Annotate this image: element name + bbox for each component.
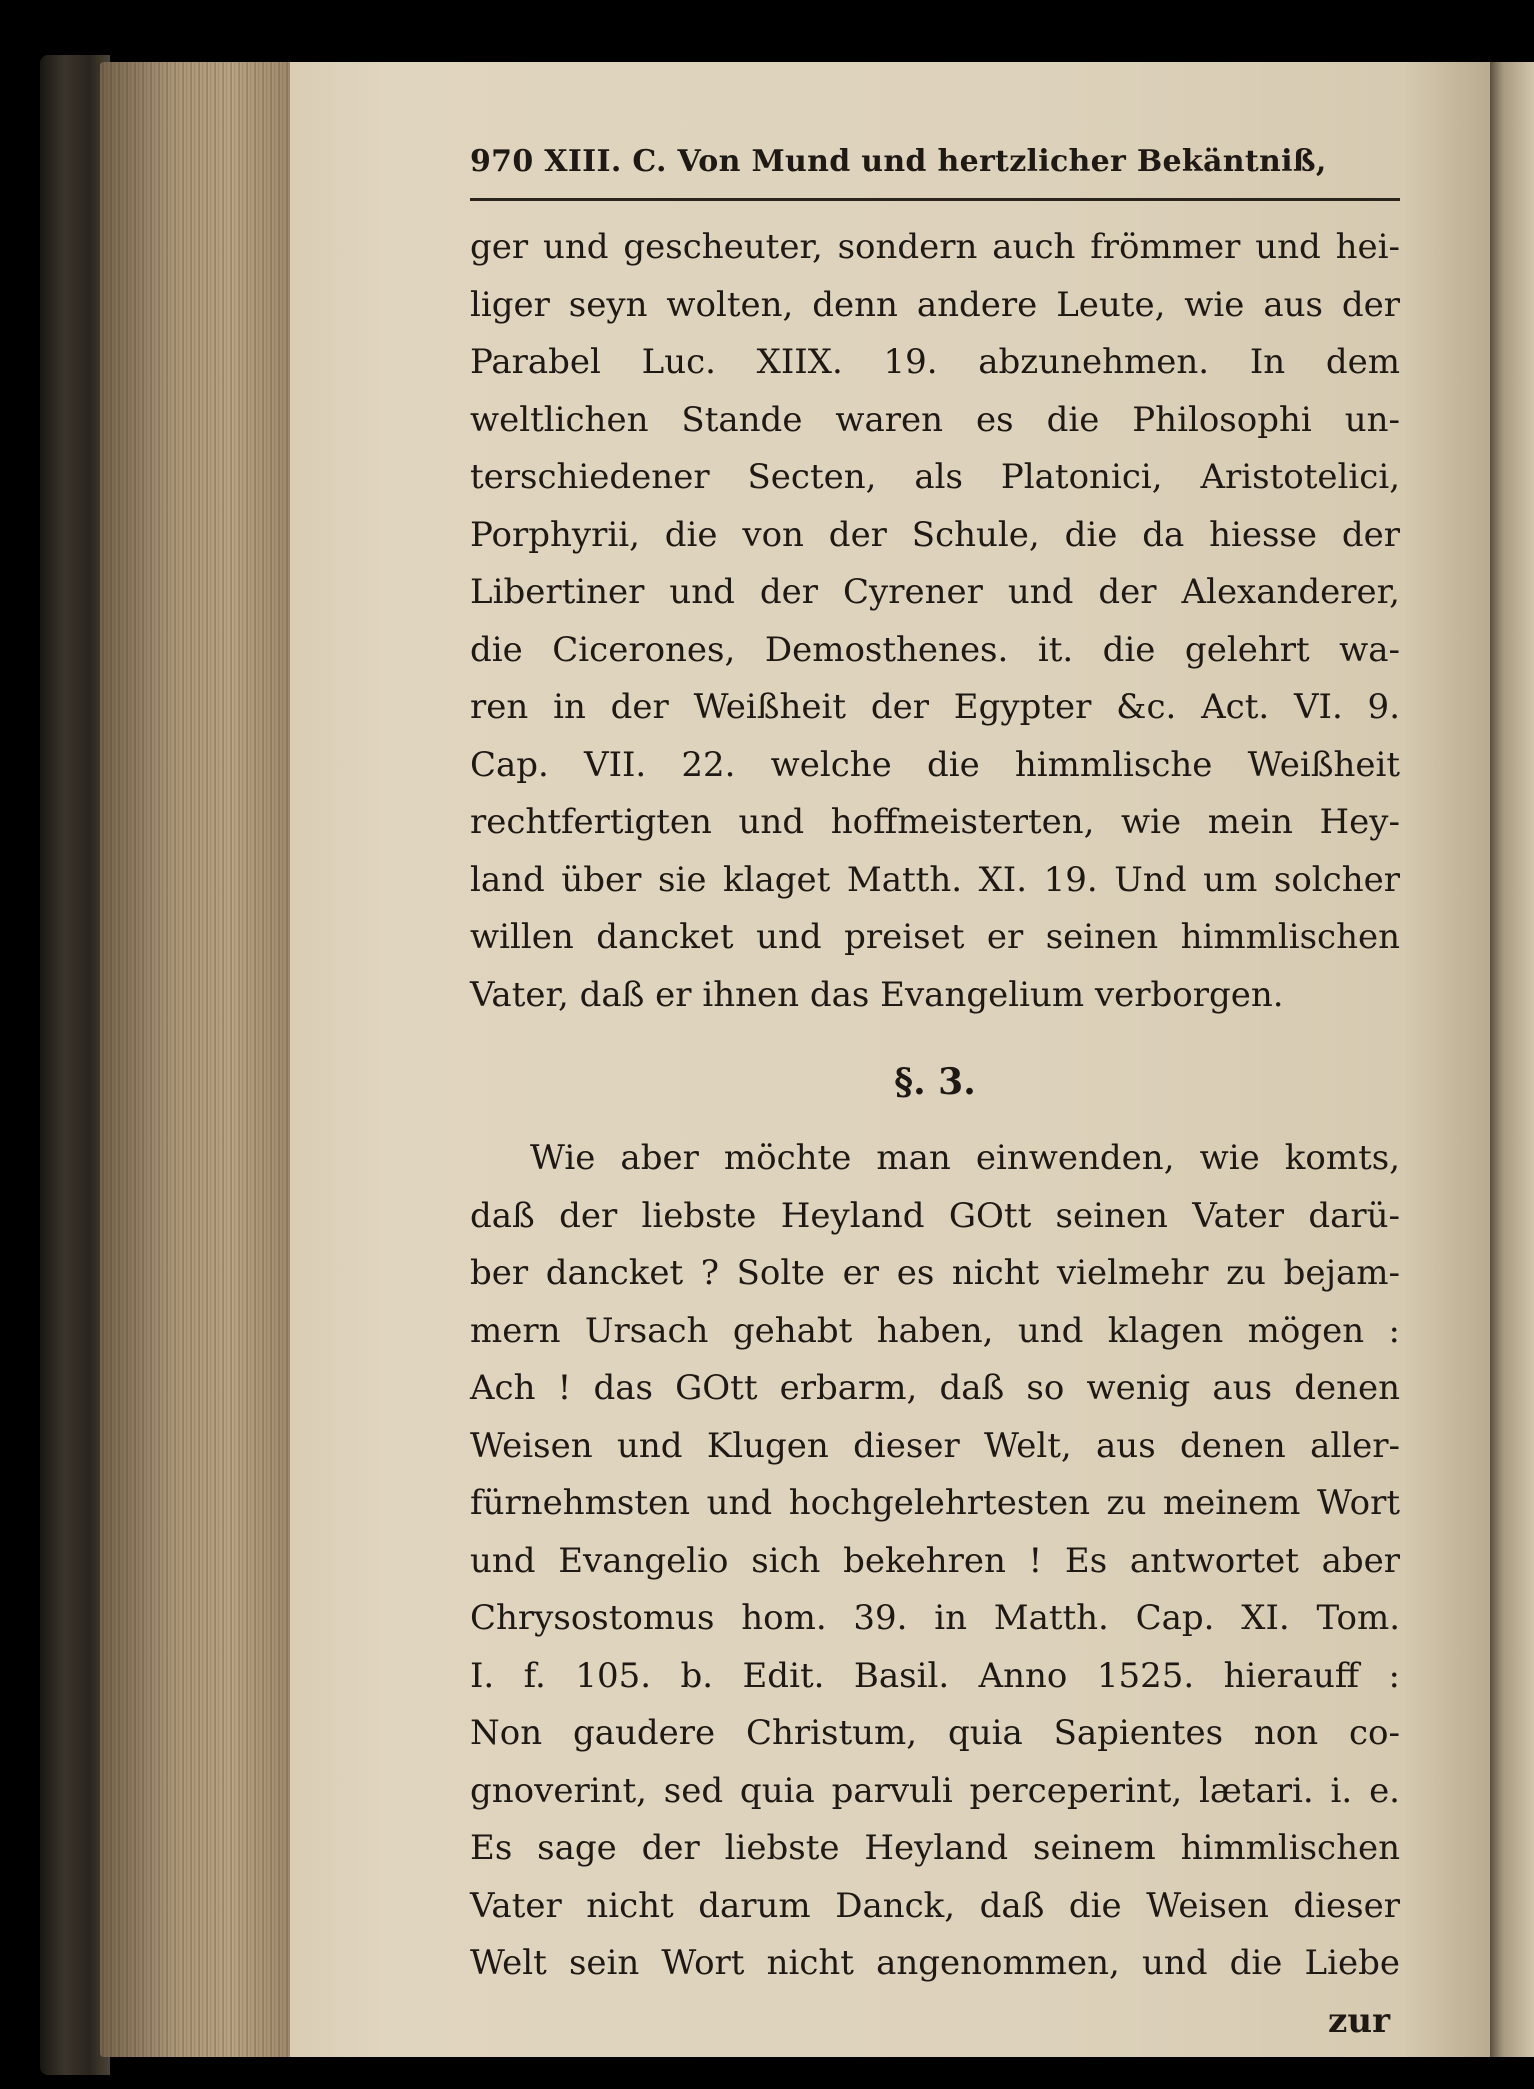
page-edges-shadow	[100, 62, 290, 2057]
text-line: ger und gescheuter, sondern auch frömmer und hei-	[470, 227, 1400, 267]
text-line: Es sage der liebste Heyland seinem himmlischen	[470, 1828, 1400, 1868]
text-line: rechtfertigten und hoffmeisterten, wie mein Hey-	[470, 802, 1400, 842]
text-line: Chrysostomus hom. 39. in Matth. Cap. XI. Tom.	[470, 1598, 1400, 1638]
catchword: zur	[1328, 2000, 1390, 2041]
paragraph-2	[470, 1130, 1400, 1993]
text-line: Vater nicht darum Danck, daß die Weisen dieser	[470, 1885, 1400, 1926]
text-line: terschiedener Secten, als Platonici, Aristotelici,	[470, 457, 1400, 497]
text-line: Welt sein Wort nicht angenommen, und die Liebe	[470, 1943, 1400, 1983]
text-line: Parabel Luc. XIIX. 19. abzunehmen. In dem	[470, 342, 1400, 382]
page-text	[470, 140, 1400, 2050]
text-line: daß der liebste Heyland GOtt seinen Vater darü-	[470, 1195, 1400, 1236]
paragraph-1	[470, 219, 1400, 1024]
text-line: Non gaudere Christum, quia Sapientes non co-	[470, 1713, 1400, 1753]
text-line: Ach ! das GOtt erbarm, daß so wenig aus denen	[470, 1368, 1400, 1408]
text-line: ber dancket ? Solte er es nicht vielmehr zu bejam-	[470, 1253, 1400, 1293]
text-line: Vater, daß er ihnen das Evangelium verborgen.	[470, 974, 1284, 1015]
text-line: fürnehmsten und hochgelehrtesten zu meinem Wort	[470, 1483, 1400, 1523]
text-line: willen dancket und preiset er seinen himmlischen	[470, 917, 1400, 957]
text-line: mern Ursach gehabt haben, und klagen mögen :	[470, 1310, 1400, 1351]
text-line: land über sie klaget Matth. XI. 19. Und um solcher	[470, 859, 1400, 900]
text-line: I. f. 105. b. Edit. Basil. Anno 1525. hierauff :	[470, 1655, 1400, 1696]
section-heading: §. 3.	[894, 1061, 976, 1103]
text-line: Wie aber möchte man einwenden, wie komts,	[530, 1138, 1400, 1178]
text-line: Libertiner und der Cyrener und der Alexanderer,	[470, 572, 1400, 612]
next-page-sliver	[1490, 62, 1534, 2057]
text-line: Cap. VII. 22. welche die himmlische Weißheit	[470, 744, 1400, 785]
running-head: 970 XIII. C. Von Mund und hertzlicher Bekäntniß,	[470, 144, 1327, 179]
text-line: Weisen und Klugen dieser Welt, aus denen aller-	[470, 1425, 1400, 1466]
text-line: und Evangelio sich bekehren ! Es antwortet aber	[470, 1540, 1400, 1581]
text-line: Porphyrii, die von der Schule, die da hiesse der	[470, 514, 1400, 555]
header-rule	[470, 198, 1400, 201]
text-line: die Cicerones, Demosthenes. it. die gelehrt wa-	[470, 629, 1400, 670]
text-line: liger seyn wolten, denn andere Leute, wie aus der	[470, 284, 1400, 325]
text-line: ren in der Weißheit der Egypter &c. Act. VI. 9.	[470, 687, 1400, 727]
text-line: gnoverint, sed quia parvuli perceperint, lætari. i. e.	[470, 1770, 1400, 1811]
text-line: weltlichen Stande waren es die Philosophi un-	[470, 399, 1400, 440]
